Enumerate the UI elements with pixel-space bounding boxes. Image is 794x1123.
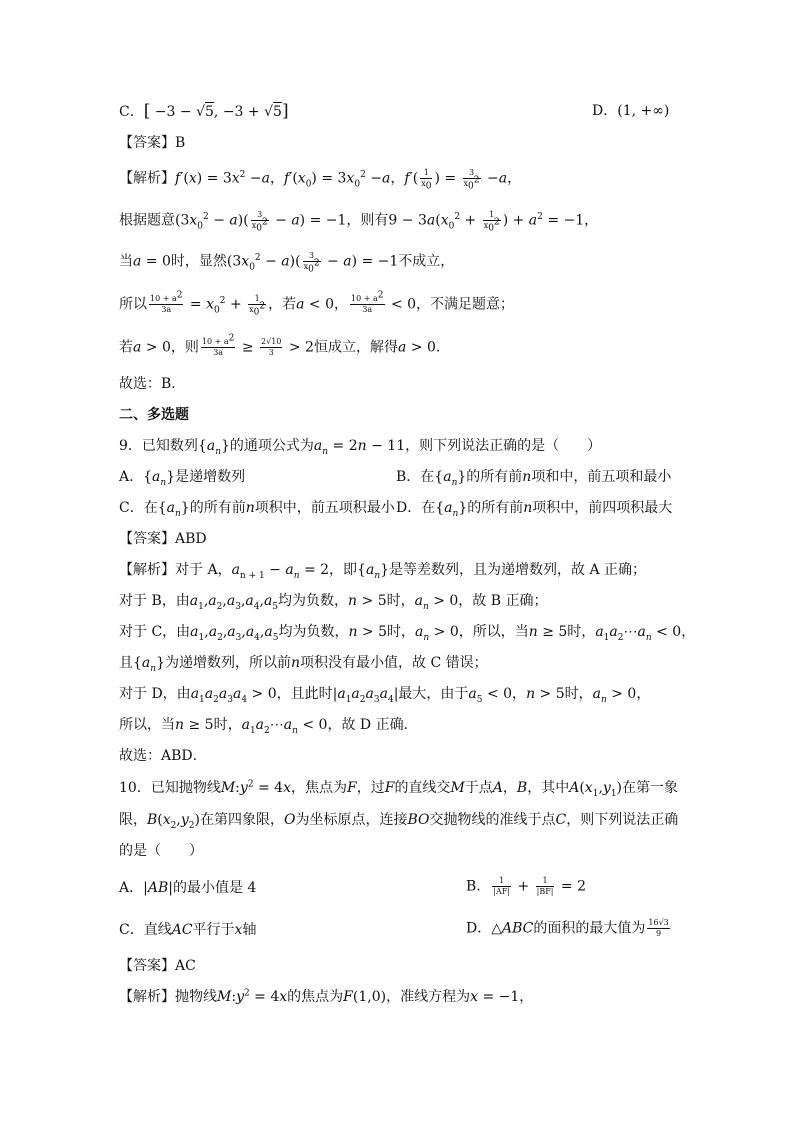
q10-analysis-line1: 【解析】抛物线$M:y^2 = 4x$的焦点为F(1,0)，准线方程为x = −1， <box>119 988 534 1005</box>
q8-analysis-line1: 【解析】$f'(x) = 3x^2 -a$，$f'(x_0) = 3x_0^2 -a$，f′( $\frac{1}{x_0}$ ) = $\frac{3}{x_0^2}$ −a， <box>119 168 522 192</box>
q8-option-d-text: (1, +∞) <box>617 103 670 119</box>
q10-option-b: B． $\frac{1}{|AF|}$ + $\frac{1}{|BF|}$ = 2 <box>466 876 587 896</box>
q9-option-b: B．在$\{a_n\}$的所有前n项和中，前五项和最小 <box>396 469 672 488</box>
q8-analysis-line5: 若a > 0，则 $\frac{10 + a^2}{3a}$ ≥ $\frac{2√10}{3}$ > 2恒成立，解得a > 0. <box>119 333 441 357</box>
q9-answer <box>119 529 207 549</box>
section-title: 二、多选题 <box>119 407 189 423</box>
q10-option-c: C．直线AC平行于x轴 <box>119 922 257 938</box>
q10-option-d: D．△ABC的面积的最大值为 $\frac{16√3}{9}$ <box>466 918 669 938</box>
q9-option-c-label: C．在 <box>119 500 158 516</box>
q9-option-b-text2: 项和中，前五项和最小 <box>531 469 672 485</box>
q10-option-b-label: B． <box>466 878 491 895</box>
q9-stem-start: 9．已知数列 <box>119 438 198 454</box>
q9-analysis-line6: 所以，当n ≥ 5时，$a_1a_2\cdots a_n < 0$，故 D 正确. <box>119 717 409 736</box>
q8-conclusion: 故选：B． <box>119 376 186 392</box>
q8-analysis-line3: 当a = 0时，显然$(3x_0^2 - a)$( $\frac{3}{x_0^2}$ − a) = −1不成立， <box>119 251 455 275</box>
q10-stem-line1: 10．已知抛物线$M:y^2 = 4x$，焦点为F，过F的直线交M于点A，B，其中$A(x_1,y_1)$在第一象 <box>119 779 679 799</box>
q8-answer <box>119 133 185 153</box>
q9-option-d-text: 的所有前 <box>467 500 524 516</box>
q9-option-d-label: D．在 <box>396 500 436 516</box>
q9-option-c: C．在$\{a_n\}$的所有前n项积中，前五项积最小 <box>119 500 395 519</box>
q10-option-c-label: C．直线 <box>119 922 172 938</box>
q9-option-b-label: B．在 <box>396 469 435 485</box>
q10-answer-value: AC <box>175 958 196 974</box>
q10-stem-line2-start: 限， <box>119 812 147 828</box>
q9-option-a: A．$\{a_n\}$是递增数列 <box>119 469 246 488</box>
q10-option-a-text: 的最小值是 4 <box>172 880 257 896</box>
q9-answer-label: 【答案】 <box>119 531 175 547</box>
q9-option-b-text: 的所有前 <box>466 469 523 485</box>
q9-analysis-line3: 对于 C，由$a_1,a_2,a_3,a_4,a_5$均为负数，n > 5时，$a_n > 0$，所以，当n ≥ 5时，$a_1a_2\cdots a_n < 0$， <box>119 624 696 643</box>
q8-option-d-label: D． <box>592 103 618 119</box>
q8-option-c: C．[ −3 − √5, −3 + √5] <box>119 101 289 121</box>
q10-stem-line2: 限，$B(x_2,y_2)$在第四象限，O为坐标原点，连接BO交抛物线的准线于点C，则下列说法正确 <box>119 812 679 831</box>
q9-analysis-line5: 对于 D，由$a_1a_2a_3a_4 > 0$，且此时$|a_1a_2a_3a_4|$最大，由于$a_5 < 0$，n > 5时，$a_n > 0$， <box>119 686 651 705</box>
q9-option-d-text2: 项积中，前四项积最大 <box>532 500 673 516</box>
q9-option-a-text: 是递增数列 <box>175 469 246 485</box>
q8-option-d <box>592 101 669 121</box>
q9-analysis-line2: 对于 B，由$a_1,a_2,a_3,a_4,a_5$均为负数，n > 5时，$a_n > 0$，故 B 正确； <box>119 593 548 612</box>
q10-answer-label: 【答案】 <box>119 958 175 974</box>
q10-stem-line3: 的是（ ） <box>119 843 203 859</box>
q10-stem-start: 10．已知抛物线 <box>119 780 221 796</box>
q10-option-a: A．|AB|的最小值是 4 <box>119 880 257 896</box>
q8-analysis-line4: 所以 $\frac{10 + a^2}{3a}$ = $x_0^2$ + $\frac{1}{x_0^2}$ ，若a < 0， $\frac{10 + a^2}{3a}$ < 0，不满足题意； <box>119 290 515 318</box>
q10-option-d-label: D． <box>466 920 492 937</box>
q10-option-c-text2: 轴 <box>242 922 257 938</box>
q9-option-d: D．在$\{a_n\}$的所有前n项积中，前四项积最大 <box>396 500 673 519</box>
q9-stem: 9．已知数列$\{a_n\}$的通项公式为$a_n = 2n - 11$，则下列说法正确的是（ ） <box>119 438 602 457</box>
q8-option-c-label: C． <box>119 104 144 120</box>
q10-option-a-label: A． <box>119 880 144 896</box>
q8-analysis-label: 【解析】 <box>119 170 175 187</box>
q9-analysis-line1: 【解析】对于 A，$a_{n + 1} - a_n = 2$，即$\{a_n\}$是等差数列，且为递增数列，故 A 正确； <box>119 562 647 581</box>
q9-conclusion: 故选：ABD． <box>119 748 207 764</box>
q10-analysis-label: 【解析】 <box>119 989 175 1005</box>
q9-option-a-label: A． <box>119 469 144 485</box>
q8-answer-value: B <box>175 135 186 151</box>
q8-analysis-line2: 根据题意$(3x_0^2 - a)$( $\frac{3}{x_0^2}$ − a) = −1，则有$9 - 3a(x_0^2$ + $\frac{1}{x_0^2}$ ) + $a^2 = -1$， <box>119 210 599 234</box>
q10-answer <box>119 956 196 976</box>
q9-stem-mid: 的通项公式为 <box>229 438 314 454</box>
q10-option-c-text: 平行于 <box>192 922 235 938</box>
q9-analysis-label: 【解析】 <box>119 562 175 578</box>
q9-option-c-text2: 项积中，前五项积最小 <box>254 500 395 516</box>
q9-analysis-line4: 且$\{a_n\}$为递增数列，所以前n项积没有最小值，故 C 错误； <box>119 655 488 674</box>
q10-option-d-text: 的面积的最大值为 <box>533 920 646 937</box>
q9-stem-end: ，则下列说法正确的是（ ） <box>405 438 602 454</box>
q9-option-c-text: 的所有前 <box>189 500 246 516</box>
q9-answer-value: ABD <box>175 531 207 547</box>
q8-answer-label: 【答案】 <box>119 135 175 151</box>
